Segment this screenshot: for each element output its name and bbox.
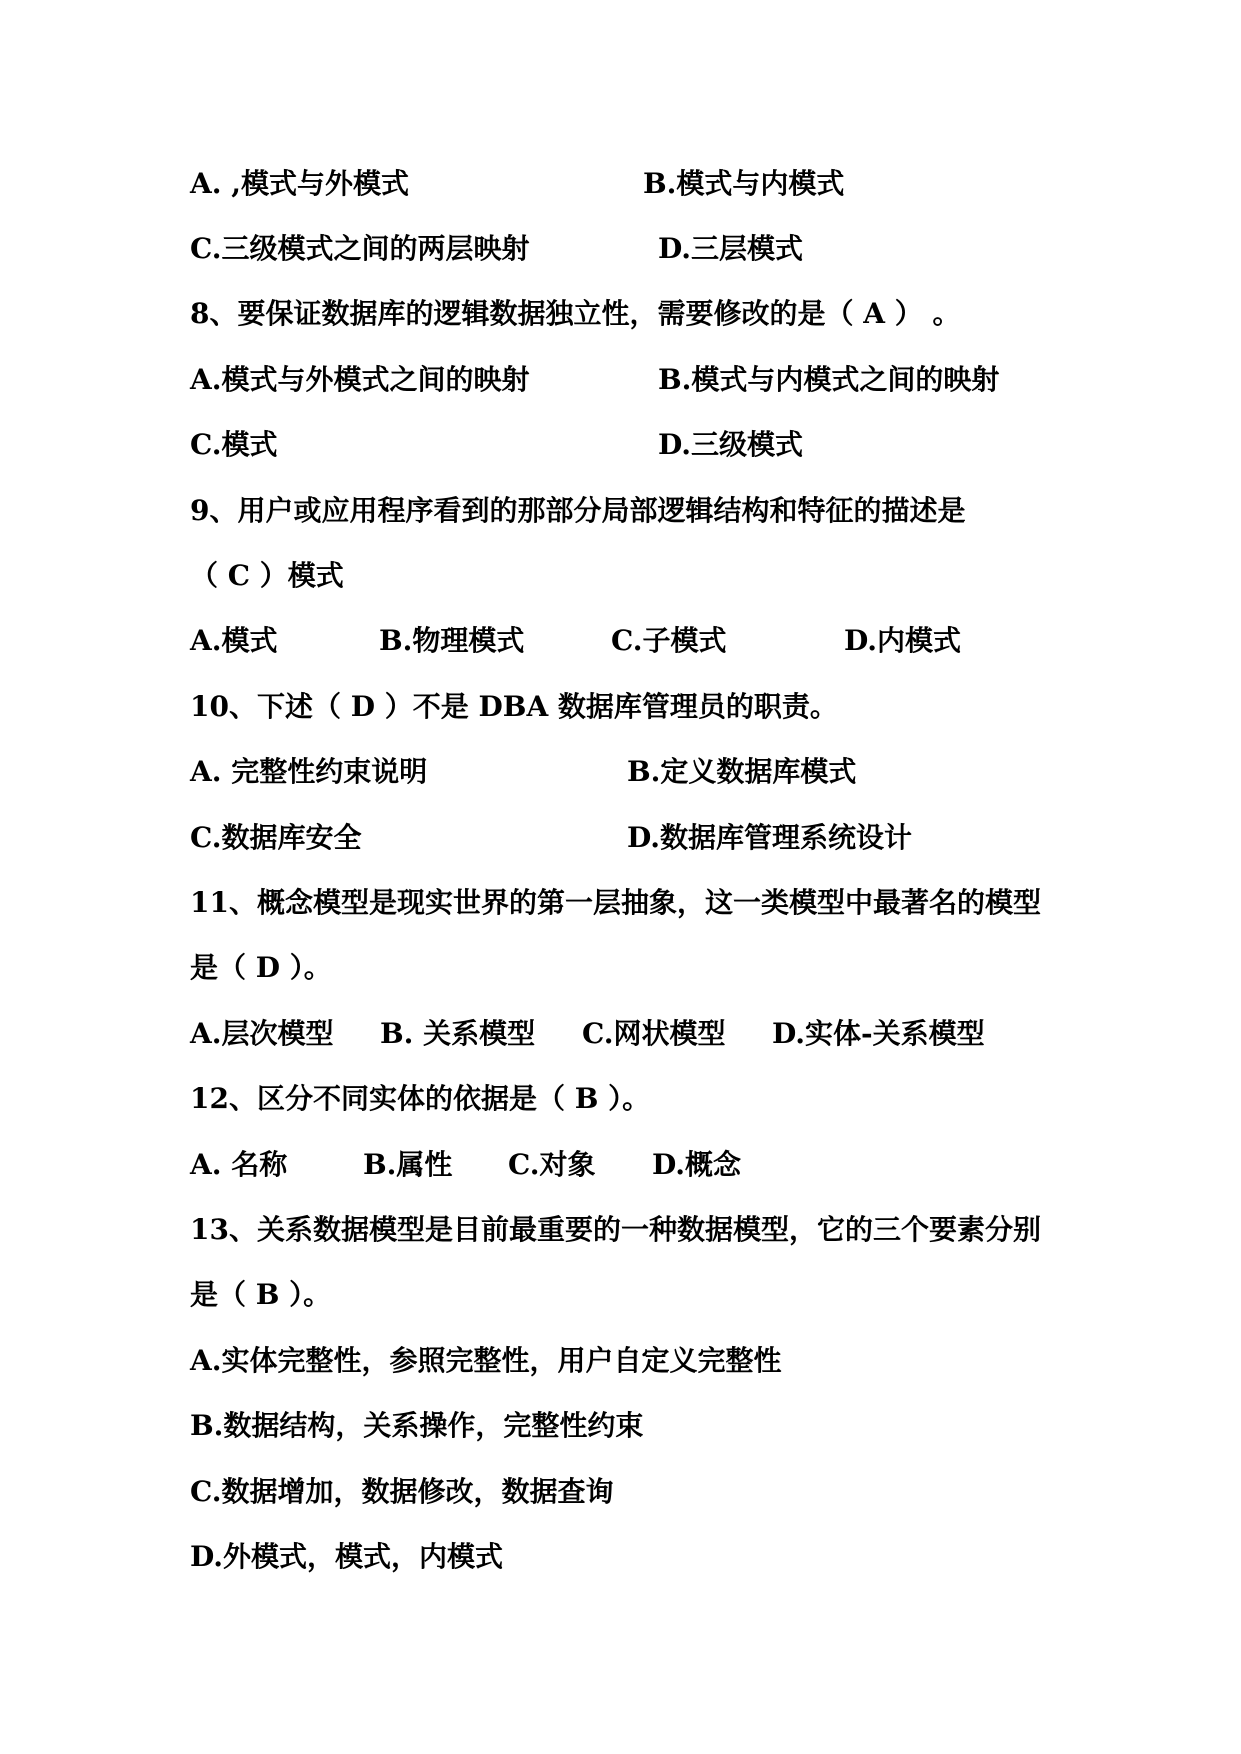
option-a: A. 名称 — [190, 1148, 288, 1181]
option-b: B. 关系模型 — [380, 1017, 536, 1050]
option-b: B.定义数据库模式 — [627, 755, 857, 788]
question-text: 10、下述（ D ）不是 DBA 数据库管理员的职责。 — [190, 690, 838, 723]
option-b: B.物理模式 — [379, 624, 525, 657]
option-c: C.对象 — [508, 1148, 596, 1181]
option-c: C.数据增加，数据修改，数据查询 — [190, 1475, 614, 1508]
option-d: D.数据库管理系统设计 — [627, 821, 913, 854]
option-d: D.内模式 — [844, 624, 962, 657]
question-text: 是（ B ）。 — [190, 1278, 332, 1311]
option-a: A. ,模式与外模式 — [190, 167, 409, 200]
option-b: B.模式与内模式之间的映射 — [658, 363, 1000, 396]
question-text: 13、关系数据模型是目前最重要的一种数据模型，它的三个要素分别 — [190, 1213, 1041, 1246]
option-a: A.模式与外模式之间的映射 — [190, 363, 530, 396]
option-d: D.三级模式 — [658, 428, 804, 461]
question-text: 11、概念模型是现实世界的第一层抽象，这一类模型中最著名的模型 — [190, 886, 1041, 919]
option-c: C.模式 — [190, 428, 278, 461]
question-text: （ C ）模式 — [190, 559, 344, 592]
option-a: A.模式 — [190, 624, 278, 657]
option-c: C.三级模式之间的两层映射 — [190, 232, 530, 265]
option-a: A.层次模型 — [190, 1017, 334, 1050]
question-text: 是（ D ）。 — [190, 951, 332, 984]
option-d: D.实体-关系模型 — [772, 1017, 985, 1050]
option-c: C.数据库安全 — [190, 821, 362, 854]
option-c: C.子模式 — [611, 624, 727, 657]
question-text: 8、要保证数据库的逻辑数据独立性，需要修改的是（ A ） 。 — [190, 297, 961, 330]
option-d: D.三层模式 — [658, 232, 804, 265]
option-b: B.模式与内模式 — [643, 167, 845, 200]
option-c: C.网状模型 — [582, 1017, 726, 1050]
question-text: 12、区分不同实体的依据是（ B ）。 — [190, 1082, 651, 1115]
option-b: B.数据结构，关系操作，完整性约束 — [190, 1409, 644, 1442]
option-a: A. 完整性约束说明 — [190, 755, 428, 788]
option-d: D.概念 — [652, 1148, 742, 1181]
option-b: B.属性 — [363, 1148, 453, 1181]
option-a: A.实体完整性，参照完整性，用户自定义完整性 — [190, 1344, 782, 1377]
option-d: D.外模式，模式，内模式 — [190, 1540, 504, 1573]
question-text: 9、用户或应用程序看到的那部分局部逻辑结构和特征的描述是 — [190, 494, 966, 527]
